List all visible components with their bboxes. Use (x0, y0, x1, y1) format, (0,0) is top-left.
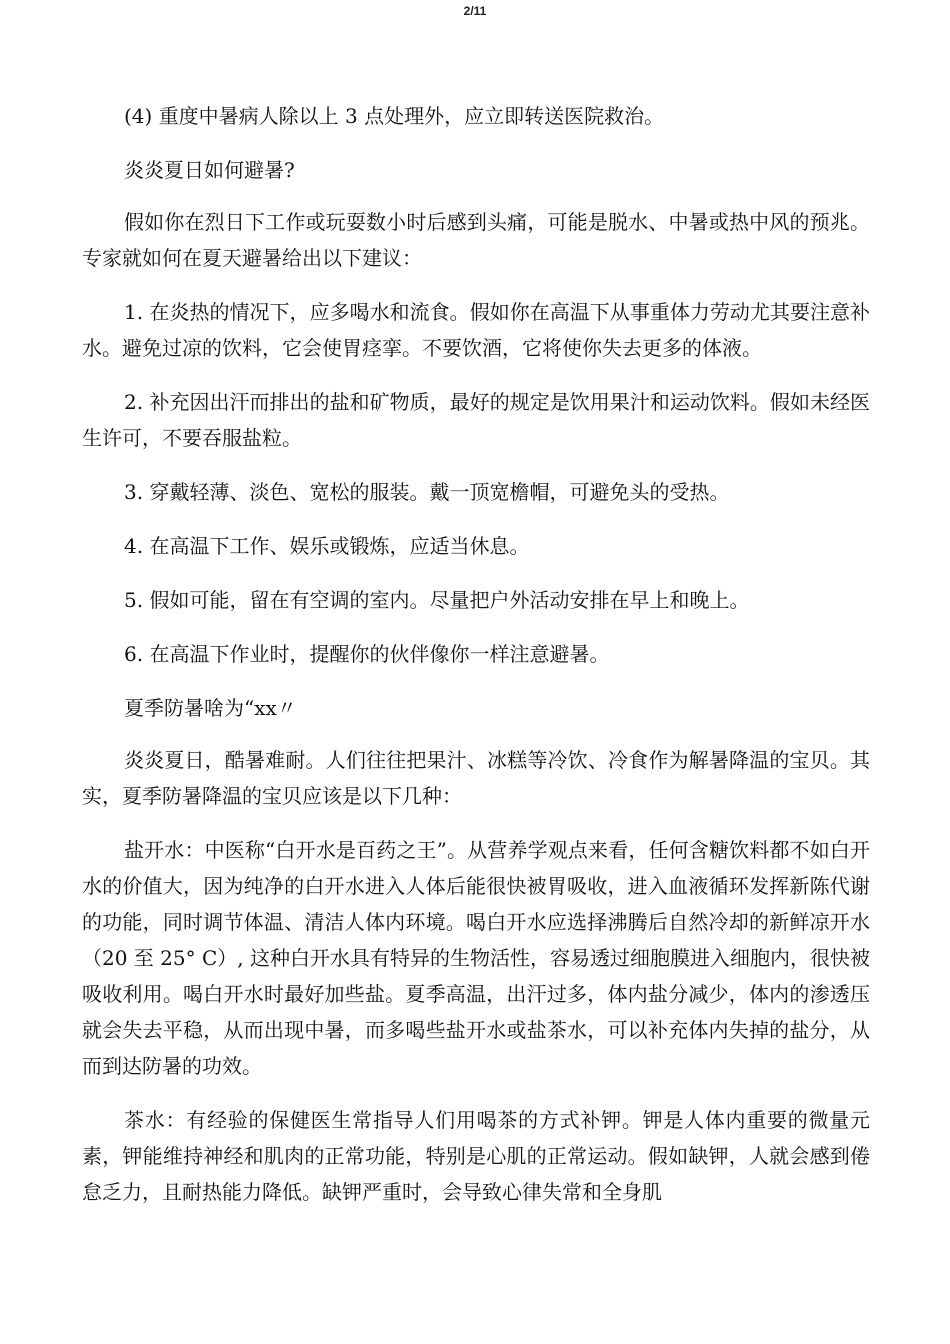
paragraph-salt-water: 盐开水：中医称“白开水是百药之王”。从营养学观点来看，任何含糖饮料都不如白开水的价值大，因为纯净的白开水进入人体后能很快被胃吸收，进入血液循环发挥新陈代谢的功能，同时调节体温、清洁人体内环境。喝白开水应选择沸腾后自然冷却的新鲜凉开水（20 至 25° C）, 这种白开水具有特异的生物活性，容易透过细胞膜进入细胞内，很快被吸收利用。喝白开水时最好加些盐。夏季高温，出汗过多，体内盐分减少，体内的渗透压就会失去平稳，从而出现中暑，而多喝些盐开水或盐茶水，可以补充体内失掉的盐分，从而到达防暑的功效。 (82, 838, 870, 1078)
document-body (82, 98, 870, 1228)
list-item-advice-3: 3. 穿戴轻薄、淡色、宽松的服装。戴一顶宽檐帽，可避免头的受热。 (124, 480, 730, 504)
list-item-advice-1: 1. 在炎热的情况下，应多喝水和流食。假如你在高温下从事重体力劳动尤其要注意补水。避免过凉的饮料，它会使胃痉挛。不要饮酒，它将使你失去更多的体液。 (82, 300, 870, 360)
paragraph-treatment-step-4: (4) 重度中暑病人除以上 3 点处理外，应立即转送医院救治。 (124, 104, 665, 128)
paragraph-intro-expert-advice: 假如你在烈日下工作或玩耍数小时后感到头痛，可能是脱水、中暑或热中风的预兆。专家就如何在夏天避暑给出以下建议： (82, 210, 870, 270)
section-heading-summer-treasures: 夏季防暑啥为“xx〃 (124, 696, 297, 720)
list-item-advice-5: 5. 假如可能，留在有空调的室内。尽量把户外活动安排在早上和晚上。 (124, 588, 750, 612)
section-heading-summer-heat-avoidance: 炎炎夏日如何避暑? (124, 158, 295, 182)
paragraph-summer-intro: 炎炎夏日，酷暑难耐。人们往往把果汁、冰糕等冷饮、冷食作为解暑降温的宝贝。其实，夏季防暑降温的宝贝应该是以下几种： (82, 748, 870, 808)
list-item-advice-2: 2. 补充因出汗而排出的盐和矿物质，最好的规定是饮用果汁和运动饮料。假如未经医生许可，不要吞服盐粒。 (82, 390, 870, 450)
list-item-advice-6: 6. 在高温下作业时，提醒你的伙伴像你一样注意避暑。 (124, 642, 610, 666)
list-item-advice-4: 4. 在高温下工作、娱乐或锻炼，应适当休息。 (124, 534, 530, 558)
paragraph-tea: 茶水：有经验的保健医生常指导人们用喝茶的方式补钾。钾是人体内重要的微量元素，钾能维持神经和肌肉的正常功能，特别是心肌的正常运动。假如缺钾，人就会感到倦怠乏力，且耐热能力降低。缺钾严重时，会导致心律失常和全身肌 (82, 1108, 870, 1204)
page-number: 2/11 (463, 4, 487, 18)
